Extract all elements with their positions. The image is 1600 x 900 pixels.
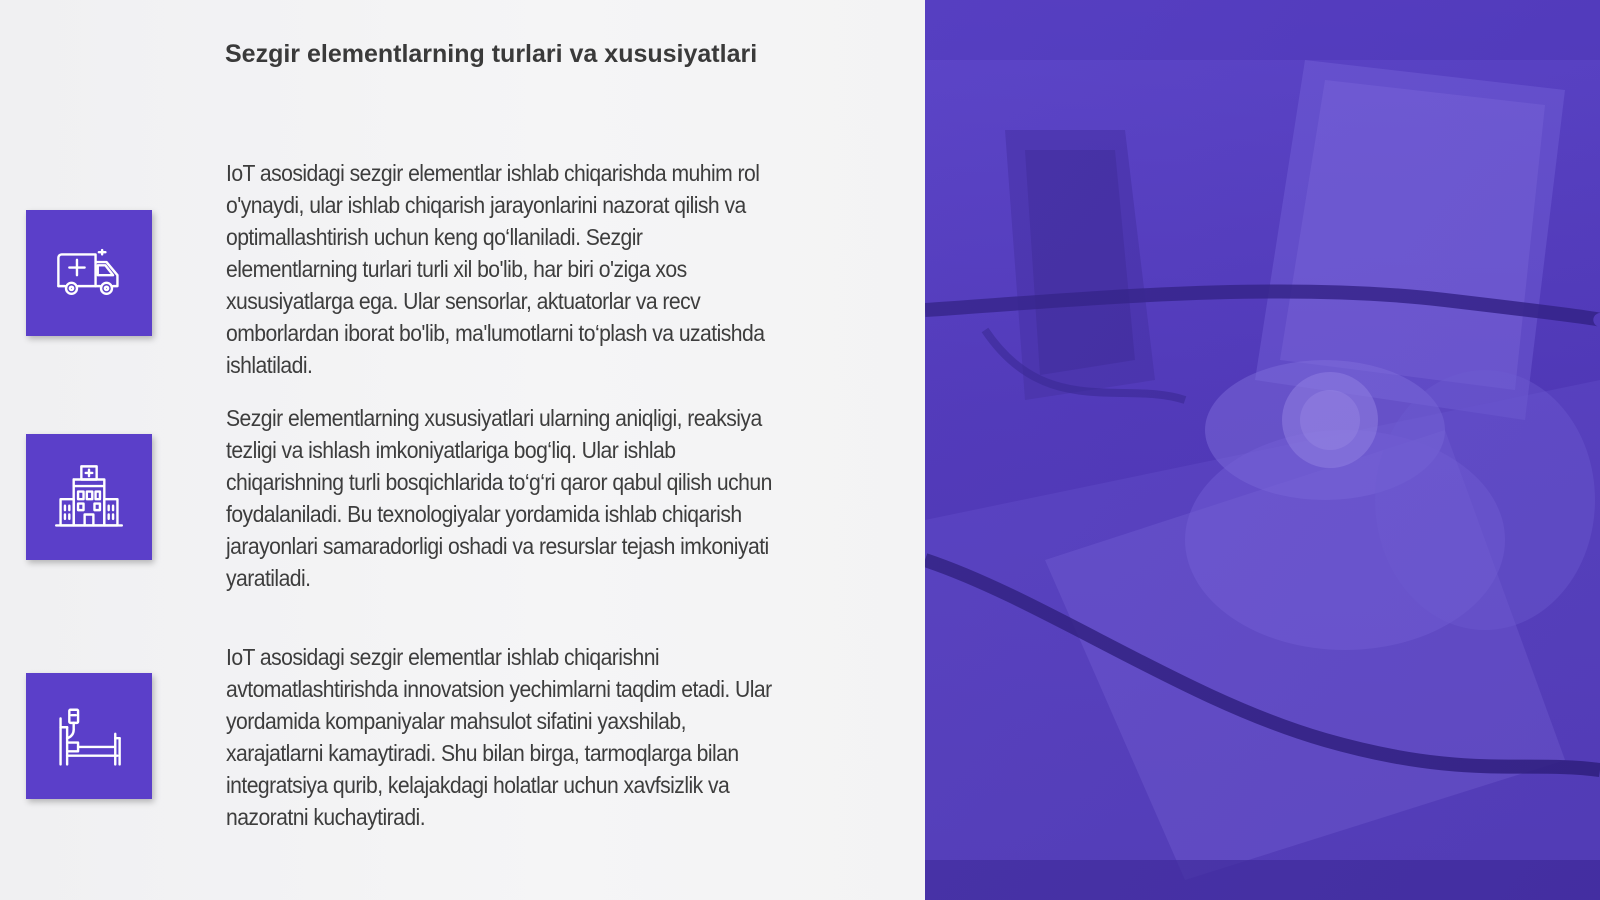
ambulance-icon [54,238,124,308]
hospital-bed-icon [54,701,124,771]
ambulance-icon-tile [26,210,152,336]
hospital-bed-icon-tile [26,673,152,799]
section-1-text: IoT asosidagi sezgir elementlar ishlab chiqarishda muhim rol o'ynaydi, ular ishlab chiqarish jarayonlarini nazorat qilish va optimallashtirish uchun keng qo‘llaniladi. Sezgir elementlarning turlari turli xil bo'lib, har biri o'ziga xos xususiyatlarga ega. Ular sensorlar, aktuatorlar va recv omborlardan iborat bo'lib, ma'lumotlarni to‘plash va uzatishda ishlatiladi. [226,160,765,378]
section-3-text: IoT asosidagi sezgir elementlar ishlab chiqarishni avtomatlashtirishda innovatsion yechimlarni taqdim etadi. Ular yordamida kompaniyalar mahsulot sifatini yaxshilab, xarajatlarni kamaytiradi. Shu bilan birga, tarmoqlarga bilan integratsiya qurib, kelajakdagi holatlar uchun xavfsizlik va nazoratni kuchaytiradi. [226,644,772,830]
slide-title: Sezgir elementlarning turlari va xususiyatlari [225,40,758,68]
stethoscope-photo-illustration [925,0,1600,900]
hospital-icon-tile [26,434,152,560]
stethoscope-photo [925,0,1600,900]
section-2-text: Sezgir elementlarning xususiyatlari ularning aniqligi, reaksiya tezligi va ishlash imkoniyatlariga bog‘liq. Ular ishlab chiqarishning turli bosqichlarida to‘g‘ri qaror qabul qilish uchun foydalaniladi. Bu texnologiyalar yordamida ishlab chiqarish jarayonlari samaradorligi oshadi va resurslar tejash imkoniyati yaratiladi. [226,405,772,591]
hospital-icon [54,462,124,532]
